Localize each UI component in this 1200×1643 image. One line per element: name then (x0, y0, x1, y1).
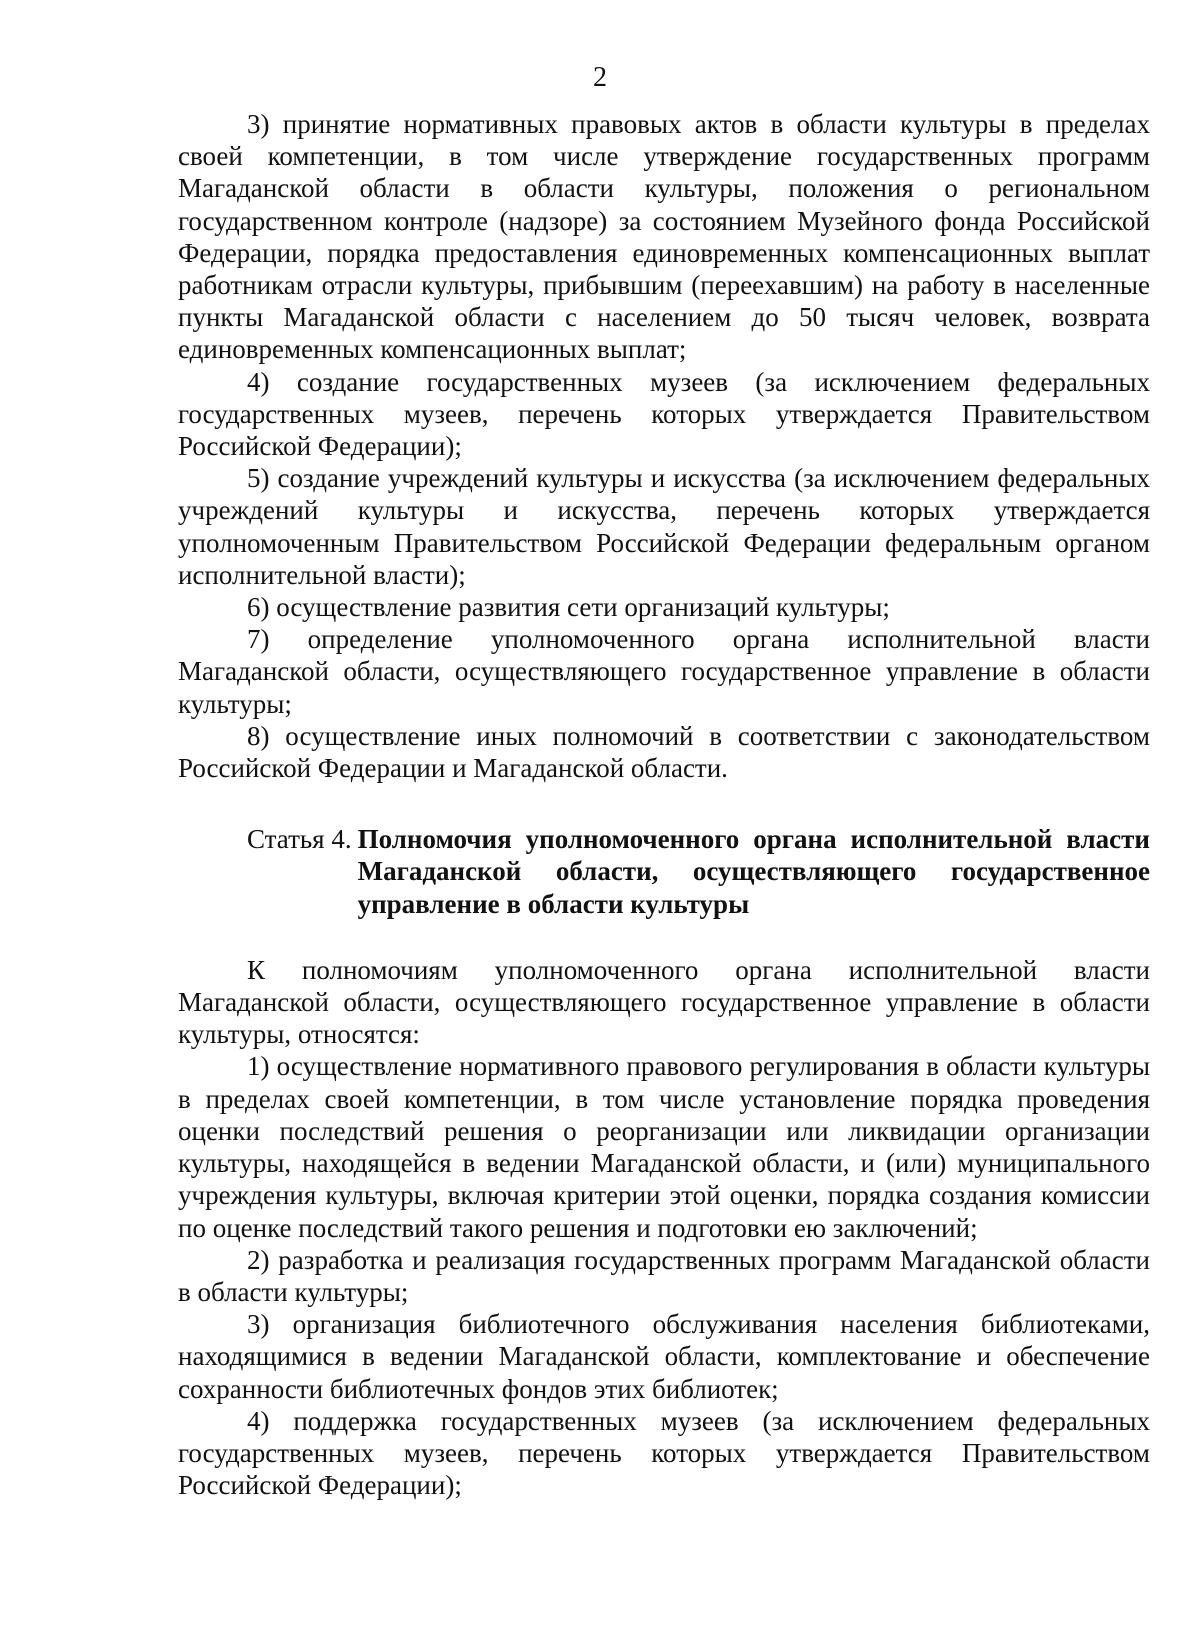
list-item: 7) определение уполномоченного органа исполнительной власти Магаданской области, осуществляющего государственное управление в области культуры; (178, 624, 1150, 719)
article-label: Статья 4. (247, 824, 352, 855)
list-item: 4) поддержка государственных музеев (за исключением федеральных государственных музеев, перечень которых утверждается Правительством Российской Федерации); (178, 1405, 1150, 1501)
list-item: 6) осуществление развития сети организаций культуры; (247, 592, 890, 623)
list-item: 3) организация библиотечного обслуживания населения библиотеками, находящимися в ведении Магаданской области, комплектование и обеспечение сохранности библиотечных фондов этих библиотек; (178, 1309, 1150, 1404)
list-item: 1) осуществление нормативного правового регулирования в области культуры в пределах своей компетенции, в том числе установление порядка проведения оценки последствий решения о реорганизации или ликвидации организации культуры, находящейся в ведении Магаданской области, и (или) муниципального учреждения культуры, включая критерии этой оценки, порядка создания комиссии по оценке последствий такого решения и подготовки ею заключений; (178, 1051, 1150, 1243)
list-item: 5) создание учреждений культуры и искусства (за исключением федеральных учреждений культуры и искусства, перечень которых утверждается уполномоченным Правительством Российской Федерации федеральным органом исполнительной власти); (178, 463, 1150, 590)
list-item: 2) разработка и реализация государственных программ Магаданской области в области культуры; (178, 1244, 1150, 1307)
article-heading (178, 823, 1150, 920)
page-number: 2 (593, 62, 607, 93)
document-body (178, 108, 1150, 1501)
article-intro: К полномочиям уполномоченного органа исполнительной власти Магаданской области, осуществляющего государственное управление в области культуры, относятся: (178, 954, 1150, 1050)
list-item: 3) принятие нормативных правовых актов в области культуры в пределах своей компетенции, в том числе утверждение государственных программ Магаданской области в области культуры, положения о региональном государственном контроле (надзоре) за состоянием Музейного фонда Российской Федерации, порядка предоставления единовременных компенсационных выплат работникам отрасли культуры, прибывшим (переехавшим) на работу в населенные пункты Магаданской области с населением до 50 тысяч человек, возврата единовременных компенсационных выплат; (178, 109, 1150, 365)
list-item: 8) осуществление иных полномочий в соответствии с законодательством Российской Федерации и Магаданской области. (178, 720, 1150, 784)
list-item: 4) создание государственных музеев (за исключением федеральных государственных музеев, перечень которых утверждается Правительством Российской Федерации); (178, 366, 1150, 462)
article-title: Полномочия уполномоченного органа исполнительной власти Магаданской области, осуществляющего государственное управление в области культуры (357, 824, 1150, 919)
